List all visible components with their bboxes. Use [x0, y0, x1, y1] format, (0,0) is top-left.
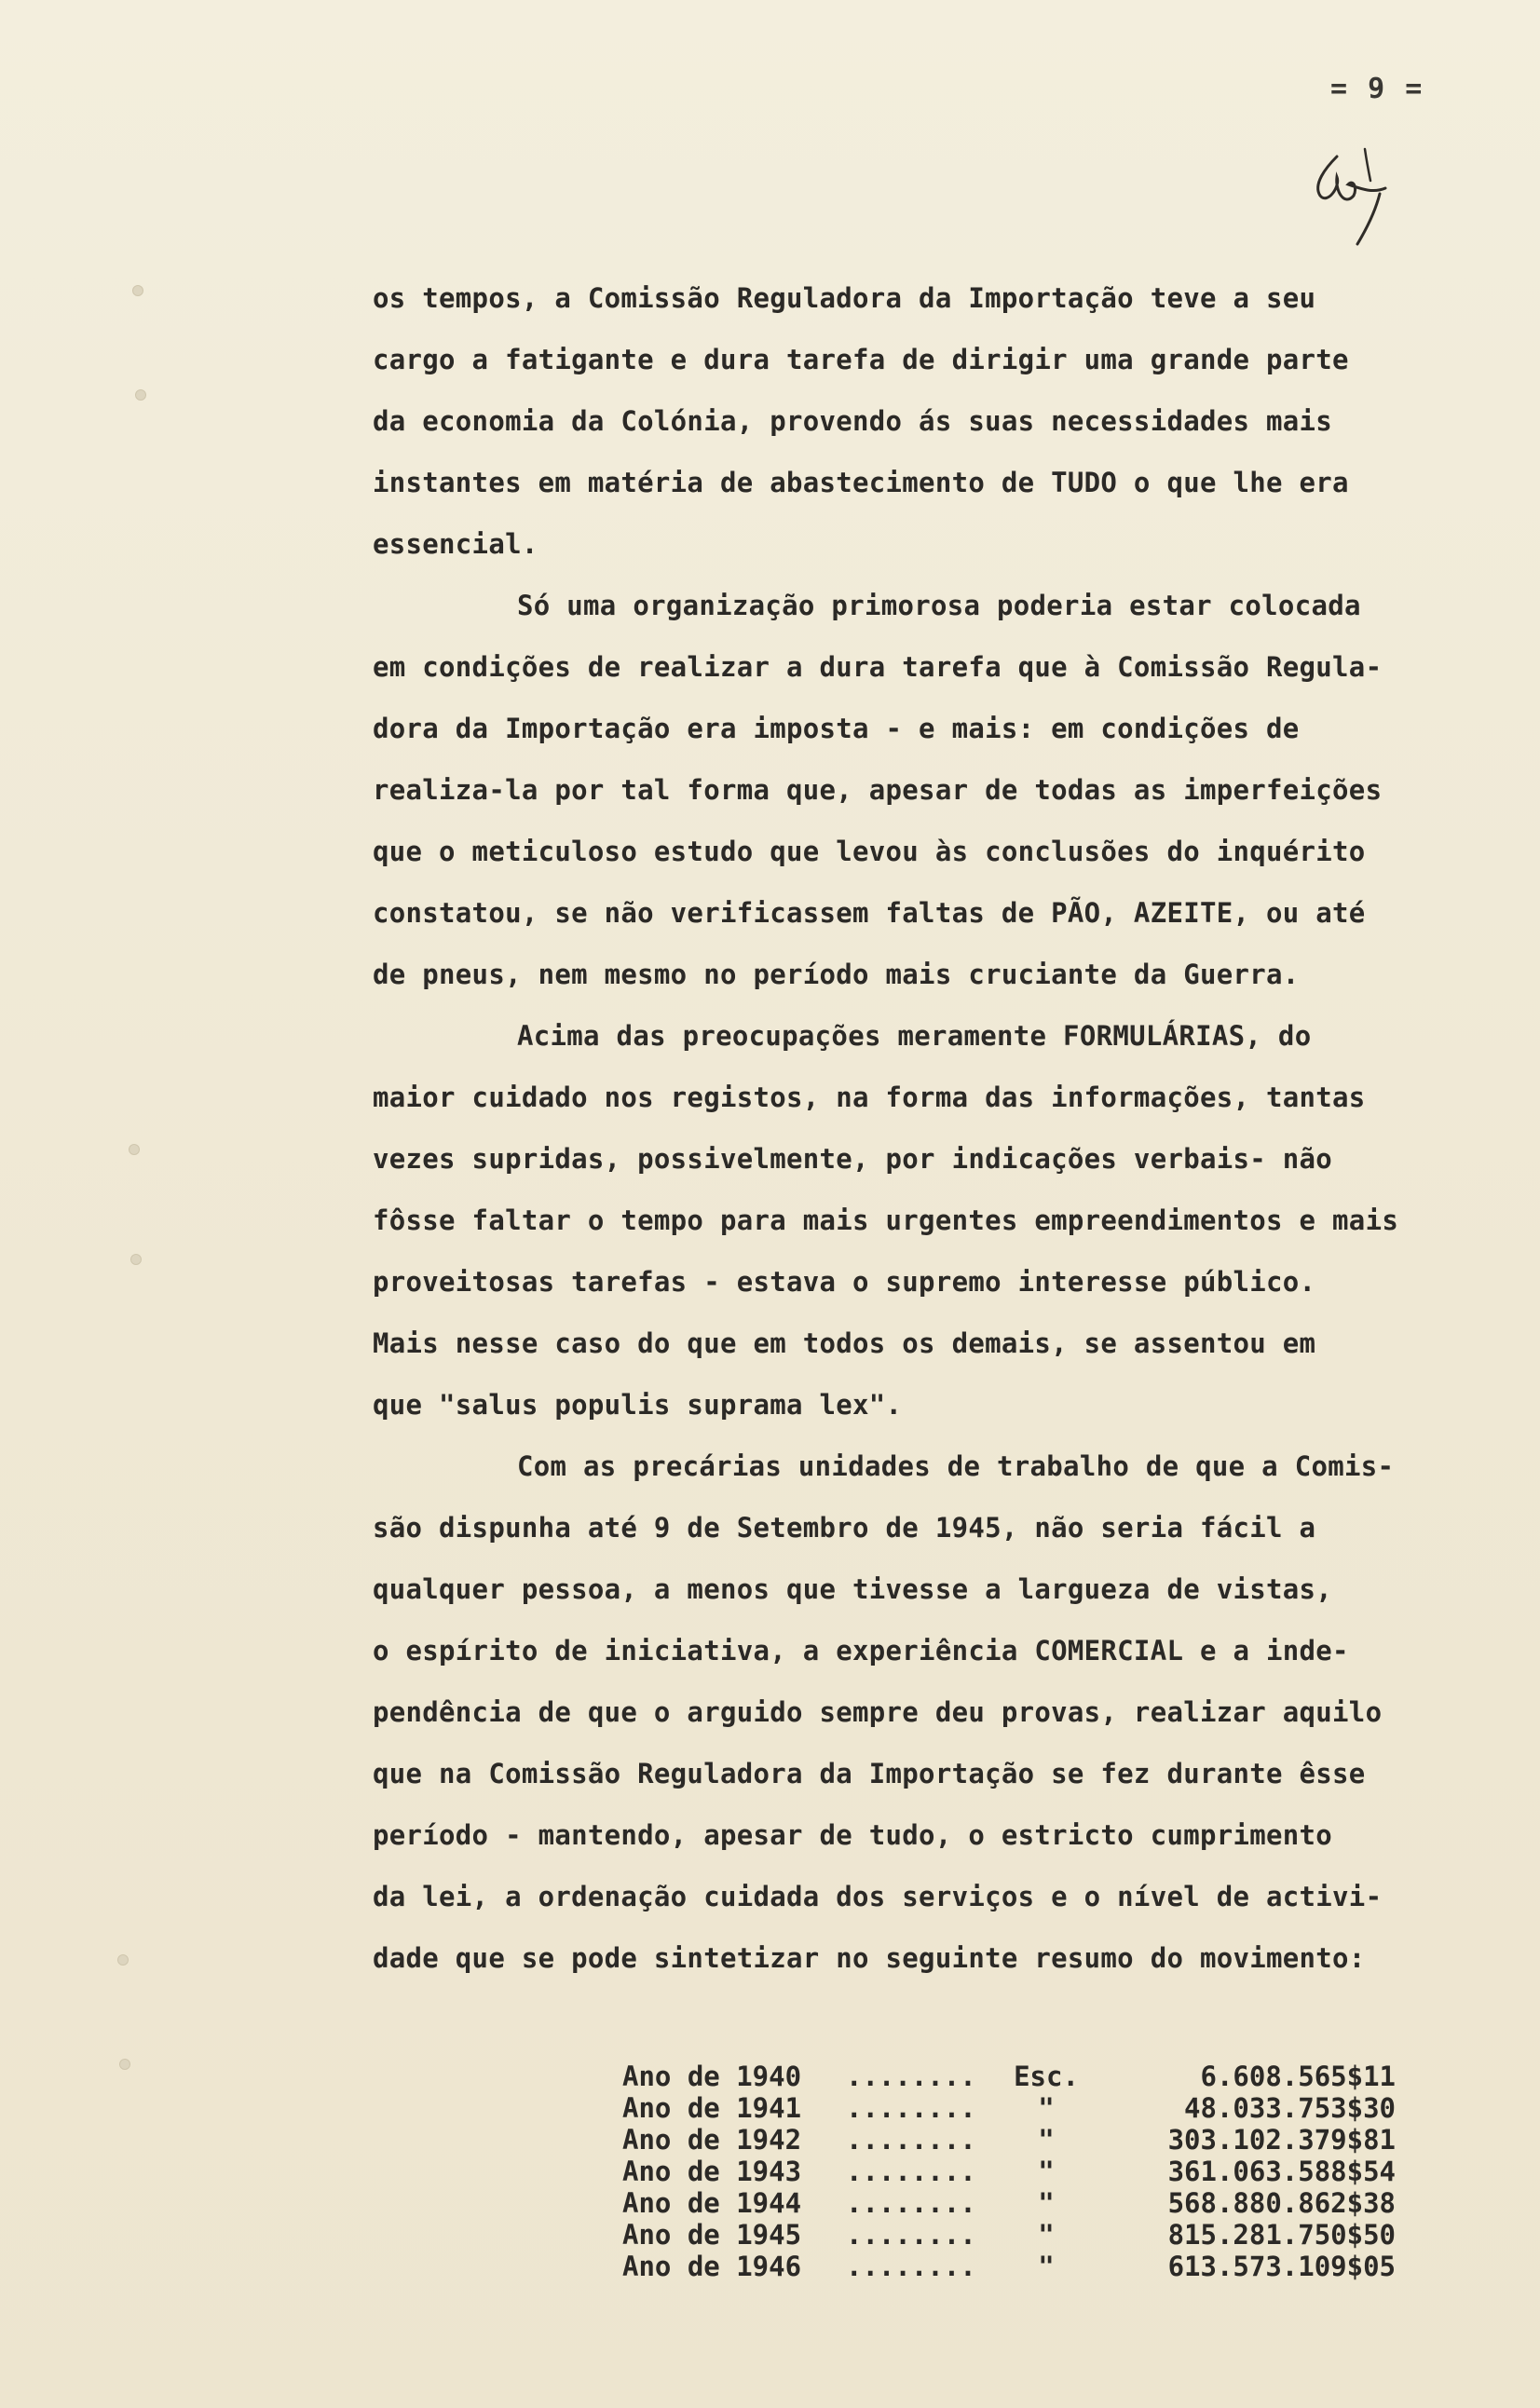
leader-dots: ........: [846, 2061, 976, 2092]
text-line: qualquer pessoa, a menos que tivesse a largueza de vistas,: [373, 1573, 1333, 1605]
table-row: [622, 2219, 1396, 2251]
text-line: Só uma organização primorosa poderia estar colocada: [517, 590, 1361, 621]
table-row: [622, 2156, 1396, 2187]
paragraph: [373, 1435, 1519, 1989]
text-line: o espírito de iniciativa, a experiência COMERCIAL e a inde-: [373, 1635, 1349, 1667]
year-label: Ano de 1940: [622, 2061, 802, 2092]
text-line: que na Comissão Reguladora da Importação se fez durante êsse: [373, 1758, 1366, 1789]
currency-label: ": [1038, 2092, 1055, 2124]
currency-label: ": [1038, 2124, 1055, 2156]
amount-value: 6.608.565$11: [1200, 2061, 1396, 2092]
amount-value: 568.880.862$38: [1167, 2187, 1396, 2219]
paragraph: [373, 575, 1519, 1005]
text-line: de pneus, nem mesmo no período mais cruciante da Guerra.: [373, 959, 1300, 990]
amount-value: 48.033.753$30: [1184, 2092, 1396, 2124]
table-row: [622, 2124, 1396, 2156]
currency-label: ": [1038, 2251, 1055, 2282]
currency-label: Esc.: [1014, 2061, 1079, 2092]
text-line: que "salus populis suprama lex".: [373, 1389, 903, 1421]
text-line: em condições de realizar a dura tarefa que à Comissão Regula-: [373, 651, 1383, 683]
currency-label: ": [1038, 2219, 1055, 2251]
text-line: maior cuidado nos registos, na forma das informações, tantas: [373, 1082, 1366, 1113]
table-row: [622, 2061, 1396, 2092]
text-line: período - mantendo, apesar de tudo, o estricto cumprimento: [373, 1819, 1333, 1851]
text-line: fôsse faltar o tempo para mais urgentes empreendimentos e mais: [373, 1204, 1399, 1236]
amount-value: 613.573.109$05: [1167, 2251, 1396, 2282]
text-line: Mais nesse caso do que em todos os demais, se assentou em: [373, 1327, 1316, 1359]
text-line: vezes supridas, possivelmente, por indicações verbais- não: [373, 1143, 1333, 1175]
year-label: Ano de 1942: [622, 2124, 802, 2156]
year-label: Ano de 1943: [622, 2156, 802, 2187]
amount-value: 303.102.379$81: [1167, 2124, 1396, 2156]
year-label: Ano de 1941: [622, 2092, 802, 2124]
punch-hole: [130, 1254, 142, 1265]
text-line: dade que se pode sintetizar no seguinte resumo do movimento:: [373, 1942, 1366, 1974]
punch-hole: [132, 285, 143, 296]
paragraph: [373, 267, 1519, 575]
amount-value: 361.063.588$54: [1167, 2156, 1396, 2187]
year-label: Ano de 1944: [622, 2187, 802, 2219]
table-row: [622, 2251, 1396, 2282]
text-line: Acima das preocupações meramente FORMULÁRIAS, do: [517, 1020, 1312, 1052]
page-number: = 9 =: [1330, 73, 1424, 105]
text-line: proveitosas tarefas - estava o supremo interesse público.: [373, 1266, 1316, 1298]
text-line: cargo a fatigante e dura tarefa de dirigir uma grande parte: [373, 344, 1349, 375]
amount-value: 815.281.750$50: [1167, 2219, 1396, 2251]
table-row: [622, 2187, 1396, 2219]
punch-hole: [135, 389, 146, 401]
text-line: os tempos, a Comissão Reguladora da Importação teve a seu: [373, 282, 1316, 314]
table-row: [622, 2092, 1396, 2124]
leader-dots: ........: [846, 2187, 976, 2219]
leader-dots: ........: [846, 2092, 976, 2124]
text-line: Com as precárias unidades de trabalho de que a Comis-: [517, 1450, 1395, 1482]
text-line: instantes em matéria de abastecimento de TUDO o que lhe era: [373, 467, 1349, 498]
year-label: Ano de 1946: [622, 2251, 802, 2282]
punch-hole: [119, 2059, 130, 2070]
text-line: da lei, a ordenação cuidada dos serviços e o nível de activi-: [373, 1881, 1383, 1912]
text-line: da economia da Colónia, provendo ás suas necessidades mais: [373, 405, 1333, 437]
paragraph: [373, 1005, 1519, 1435]
leader-dots: ........: [846, 2251, 976, 2282]
body-text: [373, 267, 1519, 1989]
text-line: essencial.: [373, 528, 538, 560]
text-line: realiza-la por tal forma que, apesar de todas as imperfeições: [373, 774, 1383, 806]
text-line: dora da Importação era imposta - e mais: em condições de: [373, 713, 1300, 744]
leader-dots: ........: [846, 2219, 976, 2251]
leader-dots: ........: [846, 2124, 976, 2156]
currency-label: ": [1038, 2156, 1055, 2187]
currency-label: ": [1038, 2187, 1055, 2219]
movement-summary-table: [622, 2061, 1396, 2282]
text-line: pendência de que o arguido sempre deu provas, realizar aquilo: [373, 1696, 1383, 1728]
punch-hole: [117, 1954, 129, 1966]
year-label: Ano de 1945: [622, 2219, 802, 2251]
handwritten-initials-icon: [1300, 140, 1402, 252]
leader-dots: ........: [846, 2156, 976, 2187]
text-line: são dispunha até 9 de Setembro de 1945, não seria fácil a: [373, 1512, 1316, 1544]
text-line: constatou, se não verificassem faltas de PÃO, AZEITE, ou até: [373, 897, 1366, 929]
text-line: que o meticuloso estudo que levou às conclusões do inquérito: [373, 836, 1366, 867]
punch-hole: [129, 1144, 140, 1155]
